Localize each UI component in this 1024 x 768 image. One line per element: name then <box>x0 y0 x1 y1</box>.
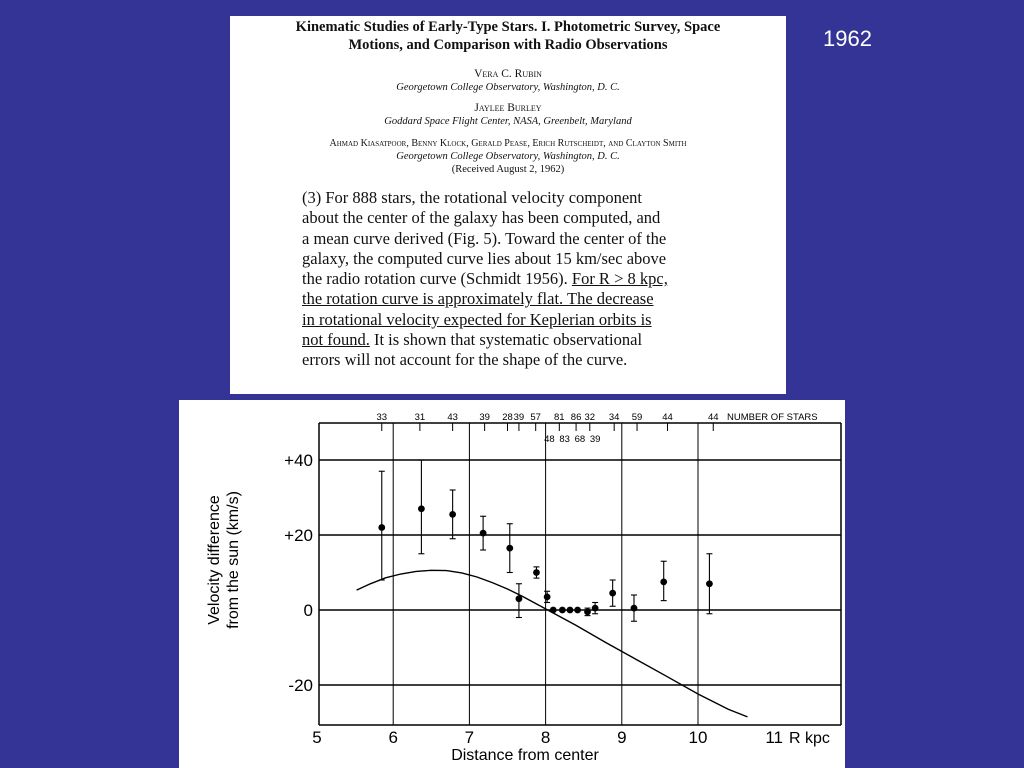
y-axis-label <box>205 460 243 660</box>
data-point <box>449 511 456 518</box>
author-affiliation: Georgetown College Observatory, Washington, D. C. <box>396 151 620 162</box>
x-axis-label: Distance from center <box>451 747 599 764</box>
star-count-label: 43 <box>447 412 458 423</box>
author-name: Vera C. Rubin <box>474 68 542 80</box>
data-point <box>574 607 581 614</box>
body-line <box>302 330 764 350</box>
x-tick-label: 7 <box>464 728 475 747</box>
data-point <box>378 524 385 531</box>
body-line <box>302 229 764 249</box>
body-line-underlined: For R > 8 kpc, <box>571 269 668 289</box>
rotation-curve-figure <box>179 400 845 768</box>
body-line <box>302 208 764 228</box>
radio-rotation-curve <box>357 570 748 717</box>
star-count-label: 34 <box>608 412 620 423</box>
y-tick-label: -20 <box>288 676 313 695</box>
body-line-text: It is shown that systematic observational <box>369 330 643 350</box>
y-tick-label: +40 <box>284 451 313 470</box>
paper-body-text <box>302 188 764 371</box>
data-point <box>609 590 616 597</box>
paper-excerpt <box>230 16 786 394</box>
body-line <box>302 350 764 370</box>
coauthor-names: Ahmad Kiasatpoor, Benny Klock, Gerald Pease, Erich Rutscheidt, and Clayton Smith <box>329 138 687 149</box>
body-line-underlined: the rotation curve is approximately flat. The decrease <box>302 289 654 309</box>
body-line-text: about the center of the galaxy has been computed, and <box>302 208 661 228</box>
star-count-label: 86 <box>570 412 582 423</box>
received-date: (Received August 2, 1962) <box>451 164 565 175</box>
x-tick-label: 8 <box>540 728 551 747</box>
y-tick-label: +20 <box>284 526 313 545</box>
x-tick-label: 10 <box>688 728 708 747</box>
data-point <box>480 530 487 537</box>
data-point <box>516 595 523 602</box>
author-affiliation: Georgetown College Observatory, Washington, D. C. <box>396 82 620 93</box>
x-tick-label: 11 <box>765 728 784 747</box>
star-count-label: 44 <box>662 412 673 423</box>
body-line-text: errors will not account for the shape of the curve. <box>302 350 628 370</box>
data-point <box>533 569 540 576</box>
paper-title <box>230 18 786 54</box>
x-unit-label: R kpc <box>789 730 830 747</box>
year-label: 1962 <box>823 26 872 51</box>
star-count-label: 31 <box>414 412 426 423</box>
rotation-curve-chart <box>179 400 845 768</box>
star-count-label: 39 <box>589 434 601 445</box>
data-point <box>631 605 638 612</box>
y-axis-label-line: from the sun (km/s) <box>225 491 242 629</box>
body-line <box>302 249 764 269</box>
data-point <box>584 608 591 615</box>
body-line-underlined: in rotational velocity expected for Keplerian orbits is <box>302 309 652 329</box>
body-line <box>302 269 764 289</box>
star-count-label: 28 <box>502 412 513 423</box>
data-point <box>418 505 425 512</box>
x-tick-label: 5 <box>312 728 322 747</box>
data-point <box>544 593 551 600</box>
star-count-label: 44 <box>707 412 719 423</box>
body-line <box>302 310 764 330</box>
star-count-label: 59 <box>631 412 643 423</box>
body-line-underlined: not found. <box>302 330 370 350</box>
star-count-label: 48 <box>544 434 555 445</box>
star-count-label: 39 <box>479 412 490 423</box>
data-point <box>506 545 513 552</box>
body-line-text: galaxy, the computed curve lies about 15 km/sec above <box>302 248 667 268</box>
data-point <box>559 607 566 614</box>
data-point <box>660 578 667 585</box>
data-point <box>550 607 557 614</box>
star-count-label: 81 <box>554 412 565 423</box>
body-line <box>302 289 764 309</box>
star-count-label: 68 <box>574 434 586 445</box>
star-count-label: 83 <box>559 434 570 445</box>
paper-title-line: Kinematic Studies of Early-Type Stars. I. Photometric Survey, Space <box>295 19 721 35</box>
y-tick-label: 0 <box>303 601 313 620</box>
author-affiliation: Goddard Space Flight Center, NASA, Greenbelt, Maryland <box>384 116 632 127</box>
body-line-text: a mean curve derived (Fig. 5). Toward the center of the <box>302 228 667 248</box>
x-tick-label: 9 <box>617 728 627 747</box>
star-count-label: 57 <box>530 412 541 423</box>
body-line-text: (3) For 888 stars, the rotational velocity component <box>302 188 643 207</box>
data-point <box>706 580 713 587</box>
star-count-label: 33 <box>376 412 388 423</box>
y-axis-label-line: Velocity difference <box>206 495 223 625</box>
paper-title-line: Motions, and Comparison with Radio Observations <box>348 37 668 53</box>
star-count-label: 39 <box>513 412 525 423</box>
body-line-text: the radio rotation curve (Schmidt 1956). <box>302 269 572 289</box>
star-count-label: 32 <box>584 412 596 423</box>
star-count-title: NUMBER OF STARS <box>727 412 818 423</box>
x-tick-label: 6 <box>388 728 398 747</box>
data-point <box>592 605 599 612</box>
body-line <box>302 188 764 208</box>
author-name: Jaylee Burley <box>474 102 542 114</box>
data-point <box>567 607 574 614</box>
